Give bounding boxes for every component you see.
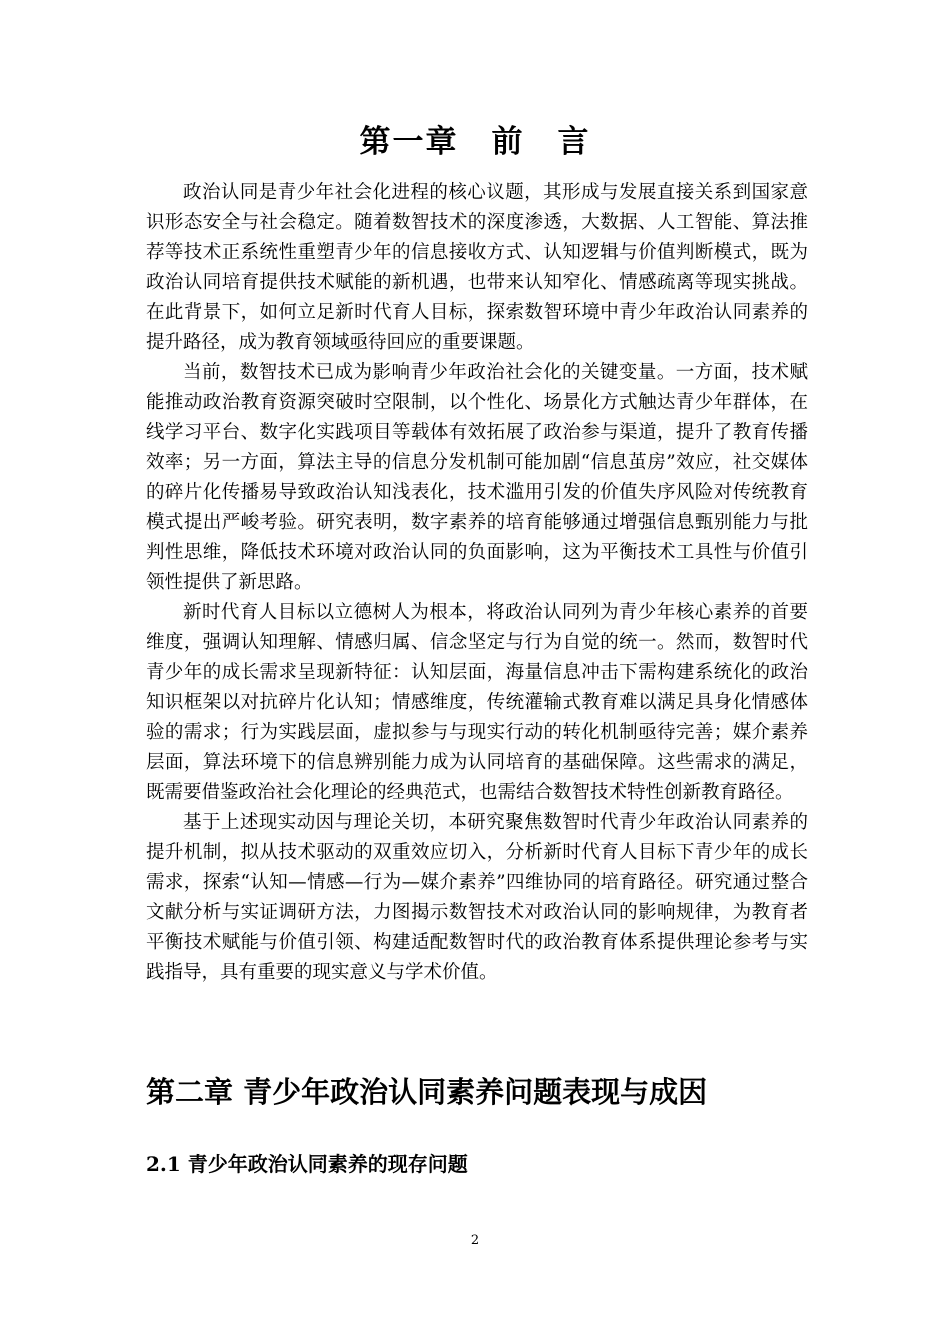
paragraph: 政治认同是青少年社会化进程的核心议题，其形成与发展直接关系到国家意识形态安全与社会稳定。随着数智技术的深度渗透，大数据、人工智能、算法推荐等技术正系统性重塑青少年的信息接收方式、认知逻辑与价值判断模式，既为政治认同培育提供技术赋能的新机遇，也带来认知窄化、情感疏离等现实挑战。在此背景下，如何立足新时代育人目标，探索数智环境中青少年政治认同素养的提升路径，成为教育领域亟待回应的重要课题。	[146, 182, 808, 353]
section-2-1-title: 2.1 青少年政治认同素养的现存问题	[146, 1152, 468, 1176]
page-number: 2	[470, 1233, 480, 1248]
paragraph: 当前，数智技术已成为影响青少年政治社会化的关键变量。一方面，技术赋能推动政治教育资源突破时空限制，以个性化、场景化方式触达青少年群体，在线学习平台、数字化实践项目等载体有效拓展了政治参与渠道，提升了教育传播效率；另一方面，算法主导的信息分发机制可能加剧“信息茧房”效应，社交媒体的碎片化传播易导致政治认知浅表化，技术滥用引发的价值失序风险对传统教育模式提出严峻考验。研究表明，数字素养的培育能够通过增强信息甄别能力与批判性思维，降低技术环境对政治认同的负面影响，这为平衡技术工具性与价值引领性提供了新思路。	[146, 362, 808, 593]
chapter-2-title: 第二章 青少年政治认同素养问题表现与成因	[146, 1075, 708, 1109]
chapter-1-title: 第一章 前 言	[359, 124, 591, 160]
chapter-1-body	[146, 178, 808, 988]
paragraph: 基于上述现实动因与理论关切，本研究聚焦数智时代青少年政治认同素养的提升机制，拟从技术驱动的双重效应切入，分析新时代育人目标下青少年的成长需求，探索“认知—情感—行为—媒介素养”四维协同的培育路径。研究通过整合文献分析与实证调研方法，力图揭示数智技术对政治认同的影响规律，为教育者平衡技术赋能与价值引领、构建适配数智时代的政治教育体系提供理论参考与实践指导，具有重要的现实意义与学术价值。	[146, 812, 808, 983]
paragraph: 新时代育人目标以立德树人为根本，将政治认同列为青少年核心素养的首要维度，强调认知理解、情感归属、信念坚定与行为自觉的统一。然而，数智时代青少年的成长需求呈现新特征：认知层面，海量信息冲击下需构建系统化的政治知识框架以对抗碎片化认知；情感维度，传统灌输式教育难以满足具身化情感体验的需求；行为实践层面，虚拟参与与现实行动的转化机制亟待完善；媒介素养层面，算法环境下的信息辨别能力成为认同培育的基础保障。这些需求的满足，既需要借鉴政治社会化理论的经典范式，也需结合数智技术特性创新教育路径。	[146, 602, 808, 803]
